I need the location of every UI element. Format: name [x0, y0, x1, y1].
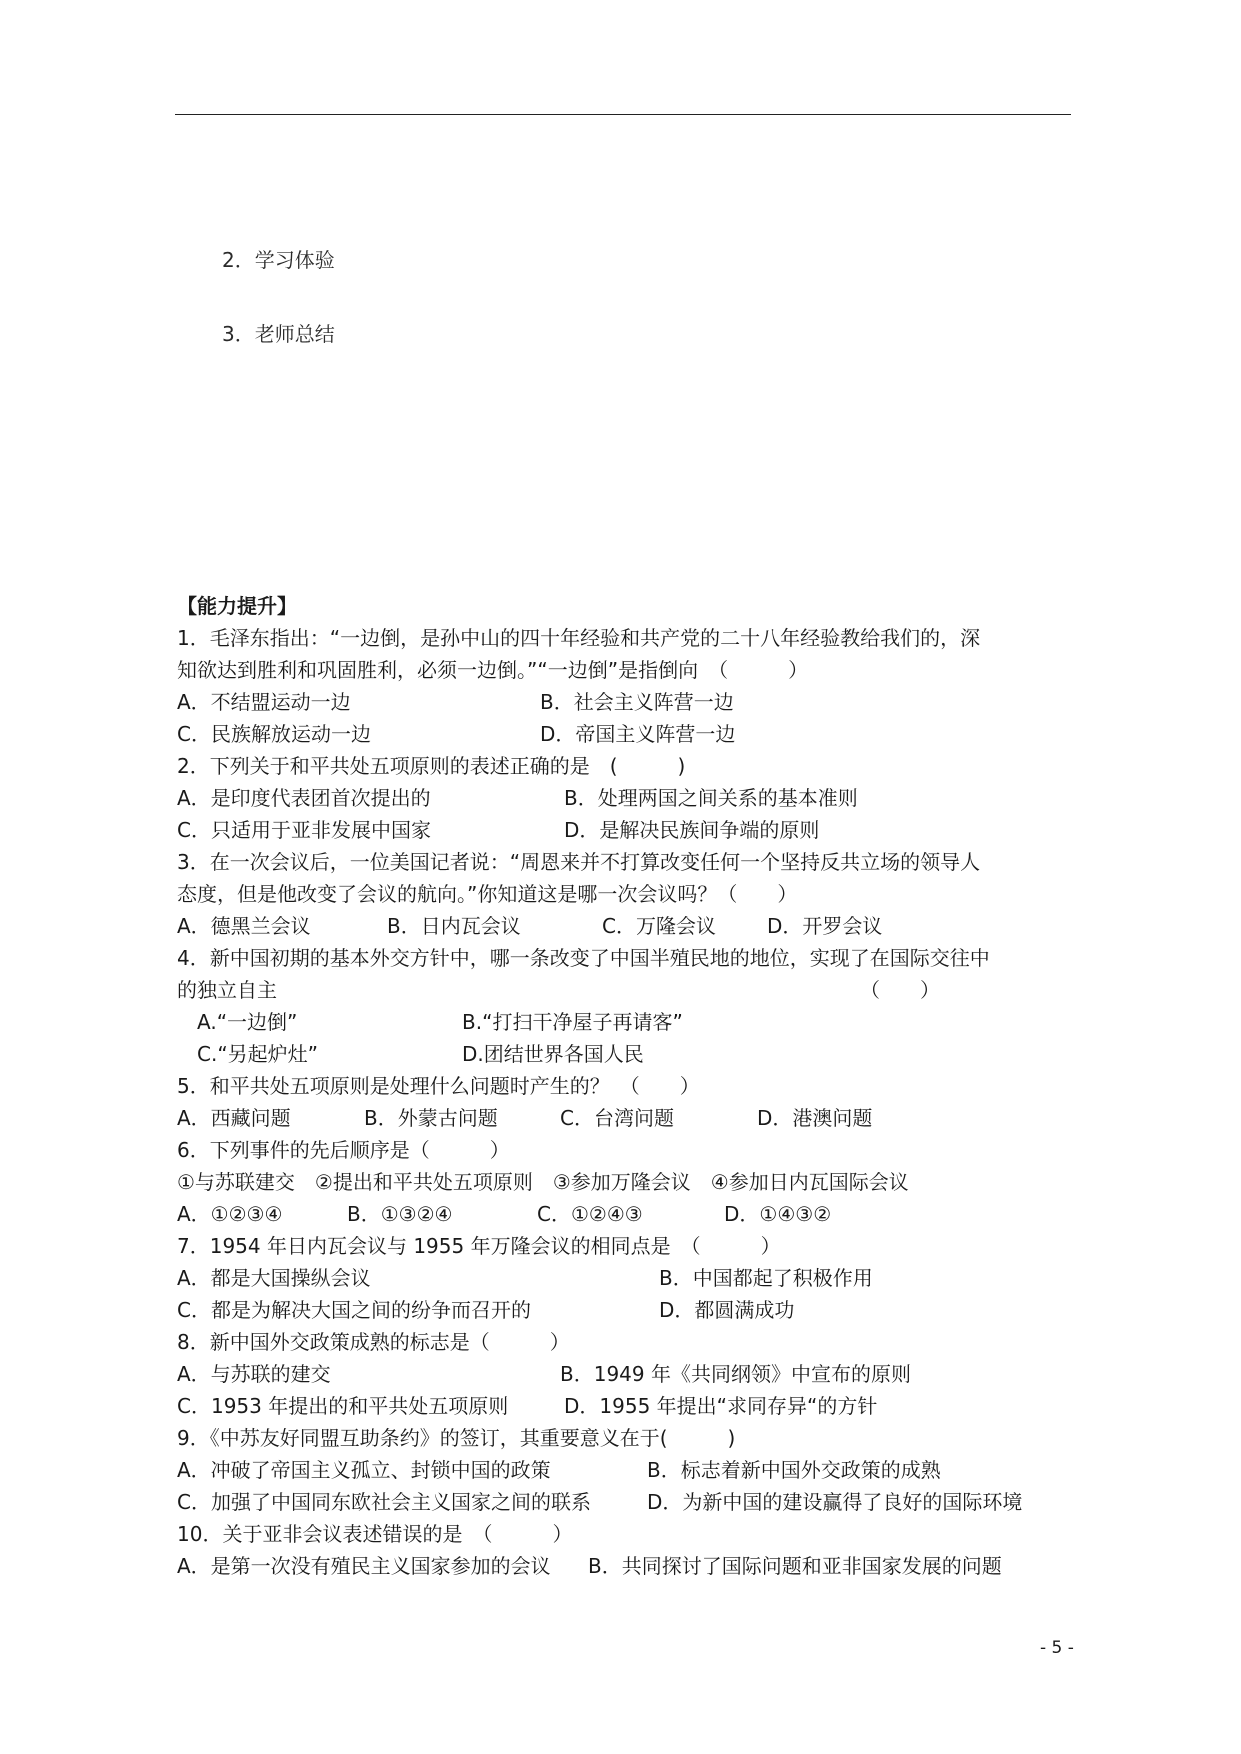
q6-events: ①与苏联建交 ②提出和平共处五项原则 ③参加万隆会议 ④参加日内瓦国际会议 — [177, 1170, 909, 1194]
q5-option-b: B．外蒙古问题 — [364, 1106, 498, 1130]
q7-option-c: C．都是为解决大国之间的纷争而召开的 — [177, 1298, 531, 1322]
q9-option-c: C．加强了中国同东欧社会主义国家之间的联系 — [177, 1490, 591, 1514]
q3-option-b: B．日内瓦会议 — [387, 914, 521, 938]
q4-option-c: C.“另起炉灶” — [197, 1042, 319, 1066]
q2-option-c: C．只适用于亚非发展中国家 — [177, 818, 431, 842]
q4-stem-line1: 4．新中国初期的基本外交方针中，哪一条改变了中国半殖民地的地位，实现了在国际交往中 — [177, 946, 990, 970]
q9-option-a: A．冲破了帝国主义孤立、封锁中国的政策 — [177, 1458, 551, 1482]
q1-option-d: D．帝国主义阵营一边 — [540, 722, 736, 746]
q6-option-a: A．①②③④ — [177, 1202, 283, 1226]
q7-stem: 7．1954 年日内瓦会议与 1955 年万隆会议的相同点是 （ ） — [177, 1234, 781, 1258]
q9-option-d: D．为新中国的建设赢得了良好的国际环境 — [647, 1490, 1023, 1514]
q4-option-d: D.团结世界各国人民 — [462, 1042, 644, 1066]
q4-option-a: A.“一边倒” — [197, 1010, 298, 1034]
q10-stem: 10．关于亚非会议表述错误的是 （ ） — [177, 1522, 573, 1546]
q6-stem: 6．下列事件的先后顺序是（ ） — [177, 1138, 510, 1162]
q2-option-b: B．处理两国之间关系的基本准则 — [564, 786, 858, 810]
q8-option-b: B．1949 年《共同纲领》中宣布的原则 — [560, 1362, 911, 1386]
q5-option-d: D．港澳问题 — [757, 1106, 873, 1130]
q1-option-a: A．不结盟运动一边 — [177, 690, 351, 714]
section-teacher-summary: 3．老师总结 — [222, 322, 335, 346]
q8-stem: 8．新中国外交政策成熟的标志是（ ） — [177, 1330, 570, 1354]
q7-option-a: A．都是大国操纵会议 — [177, 1266, 371, 1290]
section-heading: 【能力提升】 — [177, 594, 297, 618]
section-learning-experience: 2．学习体验 — [222, 248, 335, 272]
q4-answer-paren: （ ） — [860, 978, 940, 1002]
q3-option-a: A．德黑兰会议 — [177, 914, 311, 938]
q6-option-c: C．①②④③ — [537, 1202, 643, 1226]
q1-stem-line2: 知欲达到胜利和巩固胜利，必须一边倒。”“一边倒”是指倒向 （ ） — [177, 658, 809, 682]
header-rule — [175, 114, 1071, 115]
q3-option-d: D．开罗会议 — [767, 914, 883, 938]
q6-option-d: D．①④③② — [724, 1202, 832, 1226]
q5-option-a: A．西藏问题 — [177, 1106, 291, 1130]
q2-stem: 2．下列关于和平共处五项原则的表述正确的是 ( ) — [177, 754, 686, 778]
q5-stem: 5．和平共处五项原则是处理什么问题时产生的？ （ ） — [177, 1074, 700, 1098]
q8-option-a: A．与苏联的建交 — [177, 1362, 331, 1386]
q4-option-b: B.“打扫干净屋子再请客” — [462, 1010, 683, 1034]
q2-option-a: A．是印度代表团首次提出的 — [177, 786, 431, 810]
q1-option-b: B．社会主义阵营一边 — [540, 690, 734, 714]
q10-option-a: A．是第一次没有殖民主义国家参加的会议 — [177, 1554, 551, 1578]
q7-option-b: B．中国都起了积极作用 — [659, 1266, 873, 1290]
q8-option-c: C．1953 年提出的和平共处五项原则 — [177, 1394, 509, 1418]
q7-option-d: D．都圆满成功 — [659, 1298, 795, 1322]
q9-stem: 9．《中苏友好同盟互助条约》的签订，其重要意义在于( ) — [177, 1426, 736, 1450]
q3-stem-line1: 3．在一次会议后，一位美国记者说：“周恩来并不打算改变任何一个坚持反共立场的领导人 — [177, 850, 981, 874]
q9-option-b: B．标志着新中国外交政策的成熟 — [647, 1458, 941, 1482]
q6-option-b: B．①③②④ — [347, 1202, 453, 1226]
q3-option-c: C．万隆会议 — [602, 914, 716, 938]
q10-option-b: B．共同探讨了国际问题和亚非国家发展的问题 — [588, 1554, 1002, 1578]
q5-option-c: C．台湾问题 — [560, 1106, 674, 1130]
q1-stem-line1: 1．毛泽东指出：“一边倒，是孙中山的四十年经验和共产党的二十八年经验教给我们的，深 — [177, 626, 981, 650]
q1-option-c: C．民族解放运动一边 — [177, 722, 371, 746]
q4-stem-line2: 的独立自主 — [177, 978, 277, 1002]
q8-option-d: D．1955 年提出“求同存异“的方针 — [564, 1394, 878, 1418]
q2-option-d: D．是解决民族间争端的原则 — [564, 818, 820, 842]
page-number: - 5 - — [1040, 1638, 1074, 1658]
q3-stem-line2: 态度，但是他改变了会议的航向。”你知道这是哪一次会议吗？（ ） — [177, 882, 798, 906]
